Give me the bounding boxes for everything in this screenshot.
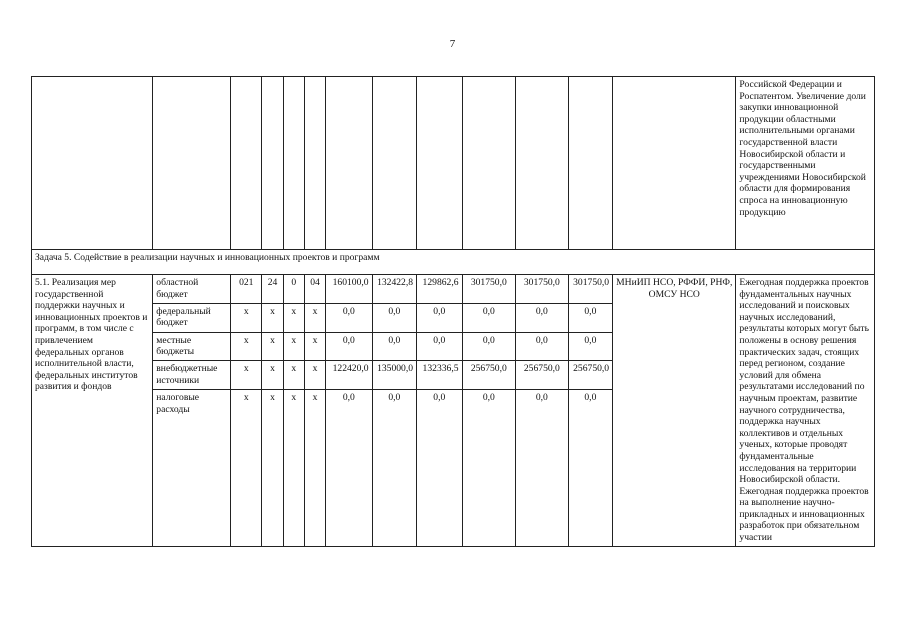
value-cell: 256750,0 — [462, 361, 516, 390]
value-cell: 135000,0 — [372, 361, 416, 390]
code-cell: 04 — [304, 275, 325, 304]
value-cell: 0,0 — [417, 332, 462, 361]
value-cell: 0,0 — [462, 303, 516, 332]
page-number: 7 — [449, 38, 456, 50]
measure-title: 5.1. Реализация мер государственной поддержки научных и инновационных проектов и программ, в том числе с привлечением федеральных органов исполнительной власти, федеральных институтов развития и фондов — [32, 275, 153, 547]
value-cell: 132422,8 — [372, 275, 416, 304]
table-cell — [462, 77, 516, 250]
value-cell: 0,0 — [326, 332, 372, 361]
code-cell: х — [262, 303, 283, 332]
value-cell: 0,0 — [516, 332, 569, 361]
value-cell: 160100,0 — [326, 275, 372, 304]
code-cell: х — [283, 332, 304, 361]
value-cell: 0,0 — [462, 390, 516, 546]
value-cell: 301750,0 — [462, 275, 516, 304]
value-cell: 0,0 — [326, 390, 372, 546]
value-cell: 129862,6 — [417, 275, 462, 304]
table-cell — [262, 77, 283, 250]
source-row — [32, 275, 875, 304]
value-cell: 256750,0 — [516, 361, 569, 390]
table-cell — [32, 77, 153, 250]
code-cell: х — [283, 361, 304, 390]
table-cell — [372, 77, 416, 250]
code-cell: х — [262, 332, 283, 361]
value-cell: 0,0 — [372, 390, 416, 546]
value-cell: 0,0 — [568, 332, 612, 361]
source-name: внебюджетные источники — [153, 361, 231, 390]
value-cell: 0,0 — [417, 390, 462, 546]
value-cell: 0,0 — [326, 303, 372, 332]
value-cell: 0,0 — [372, 303, 416, 332]
table-cell — [304, 77, 325, 250]
value-cell: 0,0 — [568, 303, 612, 332]
program-table — [31, 76, 875, 547]
value-cell: 132336,5 — [417, 361, 462, 390]
value-cell: 0,0 — [516, 390, 569, 546]
value-cell: 0,0 — [516, 303, 569, 332]
code-cell: х — [304, 361, 325, 390]
value-cell: 122420,0 — [326, 361, 372, 390]
value-cell: 301750,0 — [516, 275, 569, 304]
table-cell — [417, 77, 462, 250]
code-cell: 0 — [283, 275, 304, 304]
code-cell: х — [304, 332, 325, 361]
code-cell: х — [283, 303, 304, 332]
value-cell: 0,0 — [568, 390, 612, 546]
value-cell: 301750,0 — [568, 275, 612, 304]
source-name: налоговые расходы — [153, 390, 231, 546]
table-cell — [153, 77, 231, 250]
value-cell: 256750,0 — [568, 361, 612, 390]
code-cell: х — [262, 390, 283, 546]
table-cell — [568, 77, 612, 250]
source-name: федеральный бюджет — [153, 303, 231, 332]
value-cell: 0,0 — [372, 332, 416, 361]
table-cell — [231, 77, 262, 250]
table-cell — [326, 77, 372, 250]
code-cell: х — [283, 390, 304, 546]
code-cell: 24 — [262, 275, 283, 304]
table-row — [32, 77, 875, 250]
task-title: Задача 5. Содействие в реализации научных и инновационных проектов и программ — [32, 250, 875, 275]
code-cell: х — [231, 361, 262, 390]
code-cell: х — [304, 390, 325, 546]
expected-result: Ежегодная поддержка проектов фундаментальных научных исследований и поисковых научных исследований, результаты которых могут быть положены в основу решения практических задач, стоящих перед регионом, создание условий для обмена результатами исследований по научным проектам, развитие научного сотрудничества, поддержка научных коллективов и отдельных ученых, которые проводят фундаментальные исследования на территории Новосибирской области. Ежегодная поддержка проектов на выполнение научно-прикладных и инновационных разработок при обязательном участии — [736, 275, 875, 547]
table-cell — [613, 77, 736, 250]
table-cell — [516, 77, 569, 250]
executors-cell: МНиИП НСО, РФФИ, РНФ, ОМСУ НСО — [613, 275, 736, 547]
source-name: областной бюджет — [153, 275, 231, 304]
code-cell: х — [231, 332, 262, 361]
value-cell: 0,0 — [417, 303, 462, 332]
expected-result-continued: Российской Федерации и Роспатентом. Увеличение доли закупки инновационной продукции областными исполнительными органами государственной власти Новосибирской области и государственными учреждениями Новосибирской области для формирования спроса на инновационную продукцию — [736, 77, 875, 250]
code-cell: х — [304, 303, 325, 332]
table-cell — [283, 77, 304, 250]
code-cell: х — [262, 361, 283, 390]
code-cell: х — [231, 303, 262, 332]
code-cell: 021 — [231, 275, 262, 304]
task-row — [32, 250, 875, 275]
code-cell: х — [231, 390, 262, 546]
source-name: местные бюджеты — [153, 332, 231, 361]
value-cell: 0,0 — [462, 332, 516, 361]
